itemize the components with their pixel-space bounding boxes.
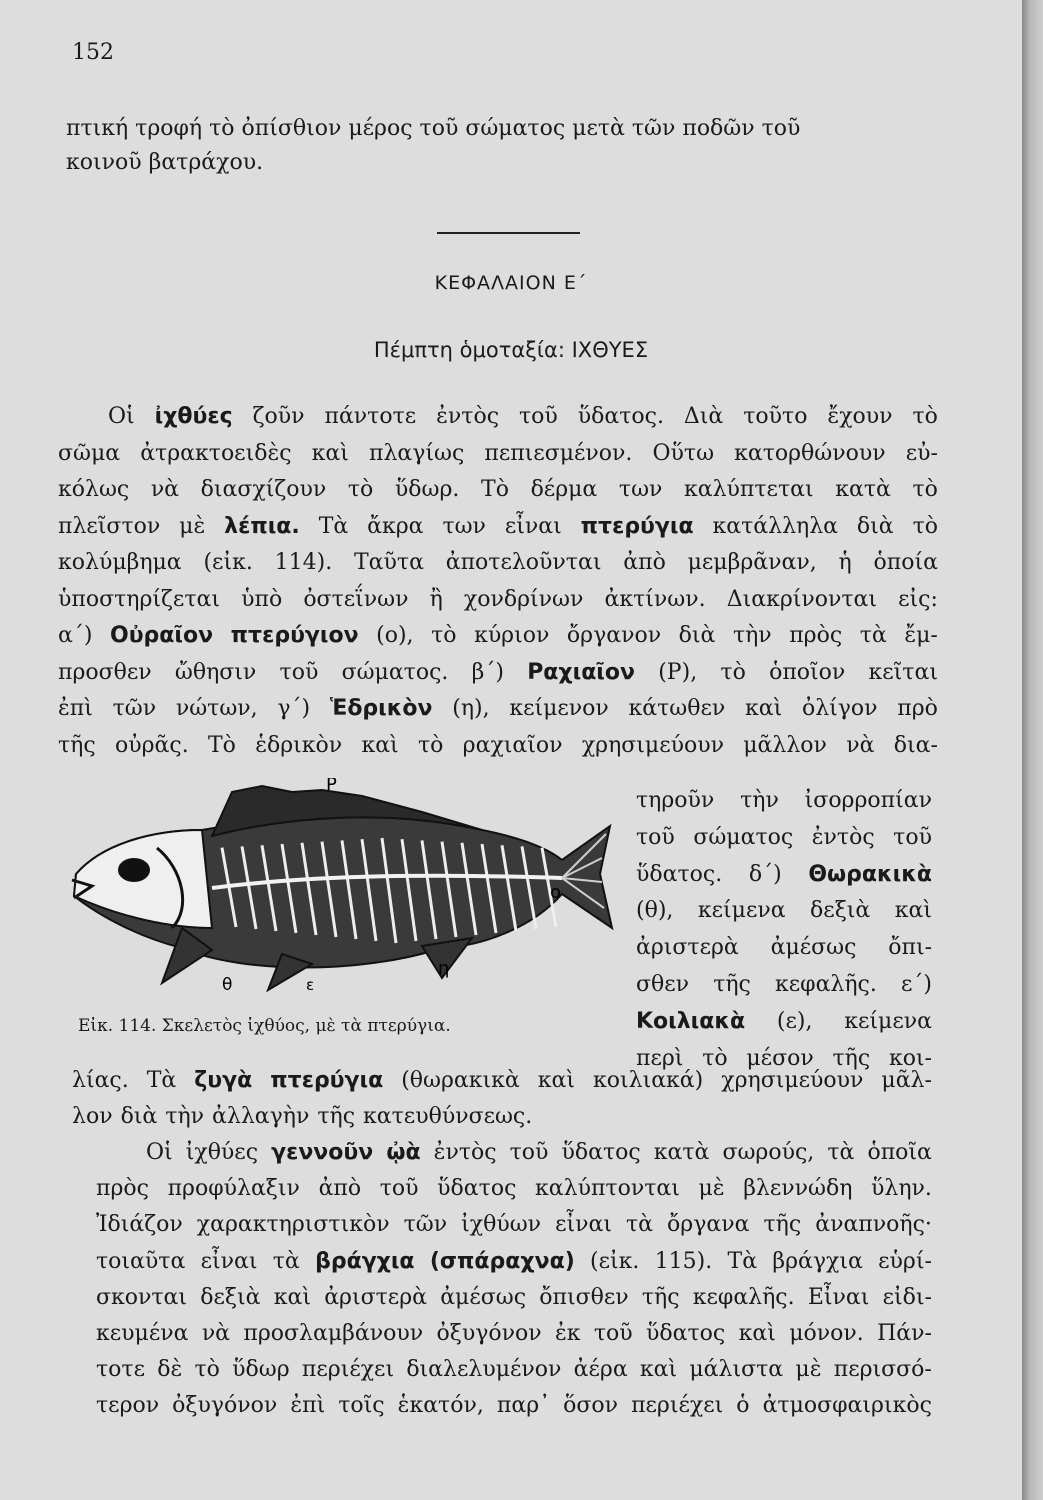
word: ὕδατος. bbox=[636, 861, 723, 887]
word: κείμενα bbox=[844, 1008, 932, 1034]
text-line bbox=[58, 587, 938, 612]
text-line bbox=[636, 898, 932, 923]
word: ἰχθύες bbox=[185, 1140, 259, 1165]
bold-term: βράγχια bbox=[315, 1248, 415, 1274]
word: χαρακτηριστικὸν bbox=[196, 1212, 390, 1238]
label-pelvic: ε bbox=[306, 976, 315, 994]
text-line bbox=[58, 477, 938, 502]
word: τῆς bbox=[713, 972, 751, 997]
word: πρὸ bbox=[897, 696, 938, 721]
word: κείμενα bbox=[697, 898, 786, 924]
word: καὶ bbox=[639, 1357, 678, 1383]
word: ἑκατόν, bbox=[397, 1393, 484, 1419]
word: εἰδι- bbox=[882, 1284, 932, 1310]
section-divider bbox=[437, 232, 580, 234]
word: ὁποῖα bbox=[867, 1140, 932, 1165]
word: ἀτρακτοειδὲς bbox=[140, 440, 292, 466]
word: καὶ bbox=[361, 732, 399, 758]
bold-term: Θωρακικὰ bbox=[808, 861, 932, 887]
text-line bbox=[96, 1285, 932, 1310]
section-title: Πέμπτη ὁμοταξία: ΙΧΘΥΕΣ bbox=[373, 338, 649, 362]
word: τῶν bbox=[403, 1212, 448, 1238]
book-gutter bbox=[1022, 0, 1043, 1500]
text-line bbox=[636, 825, 932, 850]
word: μάλιστα bbox=[689, 1357, 784, 1383]
word: καὶ bbox=[894, 898, 932, 924]
word: ὕδατος bbox=[437, 1176, 517, 1202]
word: καὶ bbox=[744, 696, 783, 721]
word: σώματος. bbox=[341, 659, 449, 685]
word: περιέχει bbox=[631, 1393, 724, 1419]
word: μὲ bbox=[795, 1357, 822, 1383]
text-line: κοινοῦ βατράχου. bbox=[66, 150, 264, 175]
word: εὑρί- bbox=[878, 1248, 932, 1274]
word: ἀπὸ bbox=[623, 550, 666, 575]
word: 115). bbox=[654, 1248, 713, 1274]
text-line bbox=[96, 1249, 932, 1274]
word: τοῦ bbox=[593, 1321, 633, 1346]
word: ἀριστερὰ bbox=[324, 1284, 427, 1310]
word: τοῦ bbox=[893, 824, 932, 850]
word: ὁποία bbox=[873, 550, 938, 575]
bold-term: Ἑδρικὸν bbox=[329, 696, 433, 721]
word: κόλως bbox=[58, 477, 130, 502]
word: σκονται bbox=[96, 1284, 188, 1310]
word: περισσό- bbox=[833, 1357, 932, 1383]
word: ὀξυγόνον bbox=[172, 1393, 278, 1419]
word: σθεν bbox=[636, 972, 690, 997]
word: Διὰ bbox=[683, 404, 724, 429]
word: Πάν- bbox=[877, 1321, 932, 1346]
text-line bbox=[636, 862, 932, 887]
bold-term: πτερύγια bbox=[580, 513, 694, 539]
word: ἀτμοσφαιρικὸς bbox=[762, 1393, 932, 1419]
word: τοτε bbox=[96, 1357, 145, 1383]
fish-skeleton-figure bbox=[62, 778, 614, 1006]
word: ὕδατος. bbox=[577, 404, 664, 429]
word: Τὰ bbox=[146, 1068, 177, 1093]
text-line bbox=[96, 1393, 932, 1418]
word: κολύμβημα bbox=[58, 550, 182, 575]
word: νώτων, bbox=[175, 696, 258, 721]
word: τῆς bbox=[832, 1045, 871, 1071]
word: Τὸ bbox=[207, 732, 236, 758]
word: ἀπὸ bbox=[318, 1176, 362, 1202]
word: καλύπτεται bbox=[684, 477, 814, 502]
word: ὀξυγόνον bbox=[436, 1321, 542, 1346]
word: ε΄) bbox=[901, 972, 932, 997]
word: μόνον. bbox=[789, 1321, 864, 1346]
text-line bbox=[96, 1357, 932, 1382]
word: πάντοτε bbox=[324, 404, 417, 429]
word: προσθεν bbox=[58, 659, 152, 685]
word: βράγχια bbox=[772, 1248, 863, 1274]
word: ὀστεΐνων bbox=[303, 586, 409, 612]
word: τὸ bbox=[417, 732, 444, 758]
word: τερον bbox=[96, 1393, 160, 1419]
word: ἀμέσως bbox=[440, 1284, 527, 1310]
label-dorsal: Ρ bbox=[326, 778, 337, 795]
text-line bbox=[58, 733, 938, 758]
word: κατευθύνσεως. bbox=[363, 1104, 533, 1129]
label-anal: η bbox=[438, 958, 450, 979]
word: τὰ bbox=[827, 1140, 855, 1165]
word: τοῦ bbox=[279, 659, 319, 685]
word: ἀποτελοῦνται bbox=[445, 550, 602, 575]
bold-term: ζυγὰ bbox=[194, 1068, 253, 1093]
word: δ΄) bbox=[748, 861, 782, 887]
word: κατορθώνουν bbox=[734, 440, 886, 466]
word: κεφαλῆς. bbox=[775, 972, 877, 997]
text-line bbox=[636, 972, 932, 997]
word: δια- bbox=[893, 732, 938, 758]
text-line bbox=[72, 1104, 932, 1129]
word: Οὕτω bbox=[652, 440, 715, 466]
word: μᾶλ- bbox=[881, 1068, 932, 1093]
word: πρὸς bbox=[789, 623, 843, 648]
word: καὶ bbox=[738, 1321, 776, 1346]
word: τῆς bbox=[58, 732, 96, 758]
word: τὴν bbox=[740, 788, 779, 813]
word: ὄργανα bbox=[667, 1212, 750, 1238]
word: ἔμ- bbox=[904, 623, 938, 648]
word: τὸ bbox=[912, 477, 938, 502]
text-line bbox=[72, 1068, 932, 1093]
word: Εἶναι bbox=[807, 1284, 870, 1310]
word: μὲ bbox=[698, 1176, 725, 1202]
word: κατάλληλα bbox=[712, 513, 839, 539]
word: Ἰδιάζον bbox=[96, 1212, 183, 1238]
bold-term: (σπάραχνα) bbox=[429, 1248, 575, 1274]
word: ὀλίγον bbox=[801, 696, 878, 721]
word: Τὰ bbox=[318, 513, 349, 539]
figure-caption: Εἰκ. 114. Σκελετὸς ἰχθύος, μὲ τὰ πτερύγια. bbox=[78, 1016, 451, 1036]
bold-term: Οὐραῖον bbox=[110, 623, 214, 648]
word: σώματος bbox=[693, 824, 794, 850]
word: ἡ bbox=[838, 550, 852, 575]
word: ἐντὸς bbox=[811, 824, 875, 850]
word: ὁποῖον bbox=[769, 659, 846, 685]
word: προσλαμβάνουν bbox=[243, 1321, 424, 1346]
word: τὸ bbox=[194, 1357, 220, 1383]
word: ὕδατος bbox=[561, 1140, 641, 1165]
word: ὄργανον bbox=[566, 623, 662, 648]
word: τὸ bbox=[912, 513, 938, 539]
word: εἶναι bbox=[200, 1248, 258, 1274]
word: κατὰ bbox=[835, 477, 891, 502]
word: μᾶλλον bbox=[743, 732, 827, 758]
word: κατὰ bbox=[653, 1140, 710, 1165]
word: διὰ bbox=[678, 623, 716, 648]
word: βλεννώδη bbox=[743, 1176, 853, 1202]
word: ὄπι- bbox=[888, 935, 932, 961]
word: διαλελυμένον bbox=[406, 1357, 562, 1383]
word: των bbox=[618, 477, 663, 502]
word: καὶ bbox=[311, 440, 349, 466]
word: λίας. bbox=[72, 1068, 129, 1093]
text-line bbox=[636, 788, 932, 813]
word: καὶ bbox=[537, 1068, 575, 1093]
word: πεπιεσμένον. bbox=[484, 440, 633, 466]
word: κύριον bbox=[474, 623, 550, 648]
word: ραχιαῖον bbox=[462, 732, 563, 758]
text-line bbox=[58, 441, 938, 466]
word: καὶ bbox=[273, 1284, 311, 1310]
word: χονδρίνων bbox=[463, 586, 584, 612]
word: ἄκρα bbox=[367, 513, 424, 539]
word: δεξιὰ bbox=[810, 898, 871, 924]
word: ἔχουν bbox=[827, 404, 893, 429]
word: νὰ bbox=[201, 1321, 231, 1346]
word: ἐντὸς bbox=[433, 1140, 497, 1165]
word: ὅσον bbox=[563, 1393, 619, 1419]
word: τοῦτο bbox=[743, 404, 808, 429]
word: τοῦ bbox=[379, 1176, 419, 1202]
page-number: 152 bbox=[72, 40, 114, 65]
word: τὸ bbox=[702, 1045, 728, 1071]
word: τοῦ bbox=[636, 824, 675, 850]
word: β΄) bbox=[471, 659, 504, 685]
word: πλεῖστον bbox=[58, 513, 161, 539]
word: ἰσορροπίαν bbox=[804, 788, 932, 813]
word: ὑποστηρίζεται bbox=[58, 586, 220, 612]
word: Ταῦτα bbox=[354, 550, 424, 575]
word: εἶναι bbox=[555, 1212, 612, 1238]
word: διὰ bbox=[120, 1104, 158, 1129]
word: διασχίζουν bbox=[200, 477, 327, 502]
word: καλύπτονται bbox=[535, 1176, 680, 1202]
text-line bbox=[58, 514, 938, 539]
word: κείμενον bbox=[509, 696, 609, 721]
word: τὰ bbox=[859, 623, 887, 648]
word: νὰ bbox=[150, 477, 180, 502]
word: εἶναι bbox=[504, 513, 562, 539]
text-line bbox=[96, 1176, 932, 1201]
word: (ο), bbox=[376, 623, 414, 648]
word: τὸ bbox=[720, 659, 746, 685]
word: ἀκτίνων. bbox=[604, 586, 706, 612]
word: σῶμα bbox=[58, 440, 121, 466]
word: ἑδρικὸν bbox=[255, 732, 343, 758]
word: ὕλην. bbox=[871, 1176, 932, 1202]
word: μὲ bbox=[179, 513, 206, 539]
word: δεξιὰ bbox=[200, 1284, 261, 1310]
word: ὄπισθεν bbox=[539, 1284, 629, 1310]
word: (θωρακικὰ bbox=[401, 1068, 520, 1093]
word: κοιλιακά) bbox=[593, 1068, 704, 1093]
text-line bbox=[636, 935, 932, 960]
word: δέρμα bbox=[530, 477, 598, 502]
word: Τὰ bbox=[727, 1248, 758, 1274]
word: Οἱ bbox=[146, 1140, 173, 1165]
word: τῶν bbox=[112, 696, 157, 721]
word: ὑπὸ bbox=[241, 586, 283, 612]
word: χρησιμεύουν bbox=[721, 1068, 864, 1093]
word: ἀλλαγὴν bbox=[212, 1104, 310, 1129]
word: νὰ bbox=[846, 732, 875, 758]
word: (Ρ), bbox=[658, 659, 698, 685]
word: (εἰκ. bbox=[590, 1248, 640, 1274]
word: τοιαῦτα bbox=[96, 1248, 186, 1274]
text-line bbox=[636, 1046, 932, 1071]
label-caudal: ο bbox=[550, 882, 562, 903]
bold-term: Κοιλιακὰ bbox=[636, 1008, 746, 1034]
word: ὕδωρ. bbox=[394, 477, 460, 502]
word: ζοῦν bbox=[252, 404, 305, 429]
word: τοῦ bbox=[509, 1140, 549, 1165]
word: τῆς bbox=[763, 1212, 802, 1238]
word: χρησιμεύουν bbox=[581, 732, 724, 758]
word: πλαγίως bbox=[368, 440, 465, 466]
word: Τὸ bbox=[481, 477, 509, 502]
bold-term: γεννοῦν bbox=[271, 1140, 374, 1165]
word: μεμβρᾶναν, bbox=[687, 550, 817, 575]
word: προφύλαξιν bbox=[167, 1176, 300, 1202]
word: ἐκ bbox=[554, 1321, 581, 1346]
word: ἢ bbox=[429, 586, 443, 612]
word: τὰ bbox=[625, 1212, 654, 1238]
word: δὲ bbox=[157, 1357, 183, 1383]
word: κευμένα bbox=[96, 1321, 189, 1346]
word: ἀριστερὰ bbox=[636, 935, 739, 961]
word: οὐρᾶς. bbox=[114, 732, 189, 758]
word: τὴν bbox=[732, 623, 772, 648]
word: γ΄) bbox=[277, 696, 311, 721]
bold-term: λέπια. bbox=[224, 513, 300, 539]
word: ἐπὶ bbox=[58, 696, 93, 721]
word: των bbox=[442, 513, 486, 539]
bold-term: πτερύγια bbox=[270, 1068, 384, 1093]
text-line bbox=[58, 696, 938, 721]
bold-term: Ραχιαῖον bbox=[527, 659, 635, 685]
word: τὸ bbox=[431, 623, 457, 648]
word: ὤθησιν bbox=[174, 659, 257, 685]
bold-term: ᾠὰ bbox=[386, 1140, 421, 1165]
word: 114). bbox=[274, 550, 333, 575]
word: (θ), bbox=[636, 898, 674, 924]
text-line bbox=[108, 404, 938, 429]
word: περιέχει bbox=[301, 1357, 395, 1383]
word: κοι- bbox=[888, 1045, 932, 1071]
word: λον bbox=[72, 1104, 113, 1129]
word: τὰ bbox=[272, 1248, 300, 1274]
word: περὶ bbox=[636, 1045, 684, 1071]
word: κάτωθεν bbox=[628, 696, 726, 721]
word: τῆς bbox=[317, 1104, 356, 1129]
chapter-title: ΚΕΦΑΛΑΙΟΝ Ε΄ bbox=[434, 272, 588, 294]
word: ὁ bbox=[736, 1393, 750, 1419]
word: ἀέρα bbox=[573, 1357, 628, 1383]
word: α΄) bbox=[58, 623, 93, 648]
word: εὐ- bbox=[905, 440, 938, 466]
word: τὸ bbox=[347, 477, 374, 502]
word: τοῖς bbox=[338, 1393, 385, 1419]
word: τοῦ bbox=[519, 404, 558, 429]
label-pectoral: θ bbox=[222, 975, 233, 995]
word: (ε), bbox=[776, 1008, 813, 1034]
word: ὕδωρ bbox=[232, 1357, 290, 1383]
word: (εἰκ. bbox=[203, 550, 253, 575]
word: πρὸς bbox=[96, 1176, 149, 1202]
word: τὸ bbox=[912, 404, 938, 429]
word: ἐπὶ bbox=[290, 1393, 326, 1419]
text-line bbox=[96, 1212, 932, 1237]
text-line bbox=[636, 1009, 932, 1034]
word: σωρούς, bbox=[722, 1140, 815, 1165]
text-line bbox=[58, 660, 938, 685]
word: μέσον bbox=[746, 1045, 814, 1071]
word: εἰς: bbox=[898, 586, 938, 612]
bold-term: πτερύγιον bbox=[230, 623, 359, 648]
word: ἰχθύων bbox=[461, 1212, 542, 1238]
word: Διακρίνονται bbox=[726, 586, 878, 612]
word: ἀναπνοῆς· bbox=[815, 1212, 932, 1238]
word: τὴν bbox=[165, 1104, 205, 1129]
text-line bbox=[58, 550, 938, 575]
word: τῆς bbox=[641, 1284, 680, 1310]
word: κεῖται bbox=[868, 659, 938, 685]
text-line bbox=[58, 623, 938, 648]
bold-term: ἰχθύες bbox=[154, 404, 233, 429]
word: παρ᾽ bbox=[496, 1393, 551, 1419]
word: Οἱ bbox=[108, 404, 135, 429]
word: ἀμέσως bbox=[770, 935, 857, 961]
word: τηροῦν bbox=[636, 788, 715, 813]
word: (η), bbox=[452, 696, 490, 721]
text-line: πτική τροφή τὸ ὀπίσθιον μέρος τοῦ σώματος μετὰ τῶν ποδῶν τοῦ bbox=[66, 116, 801, 141]
text-line bbox=[96, 1321, 932, 1346]
word: ὕδατος bbox=[646, 1321, 726, 1346]
text-line bbox=[146, 1140, 932, 1165]
word: διὰ bbox=[856, 513, 894, 539]
word: κεφαλῆς. bbox=[692, 1284, 795, 1310]
word: ἐντὸς bbox=[436, 404, 500, 429]
